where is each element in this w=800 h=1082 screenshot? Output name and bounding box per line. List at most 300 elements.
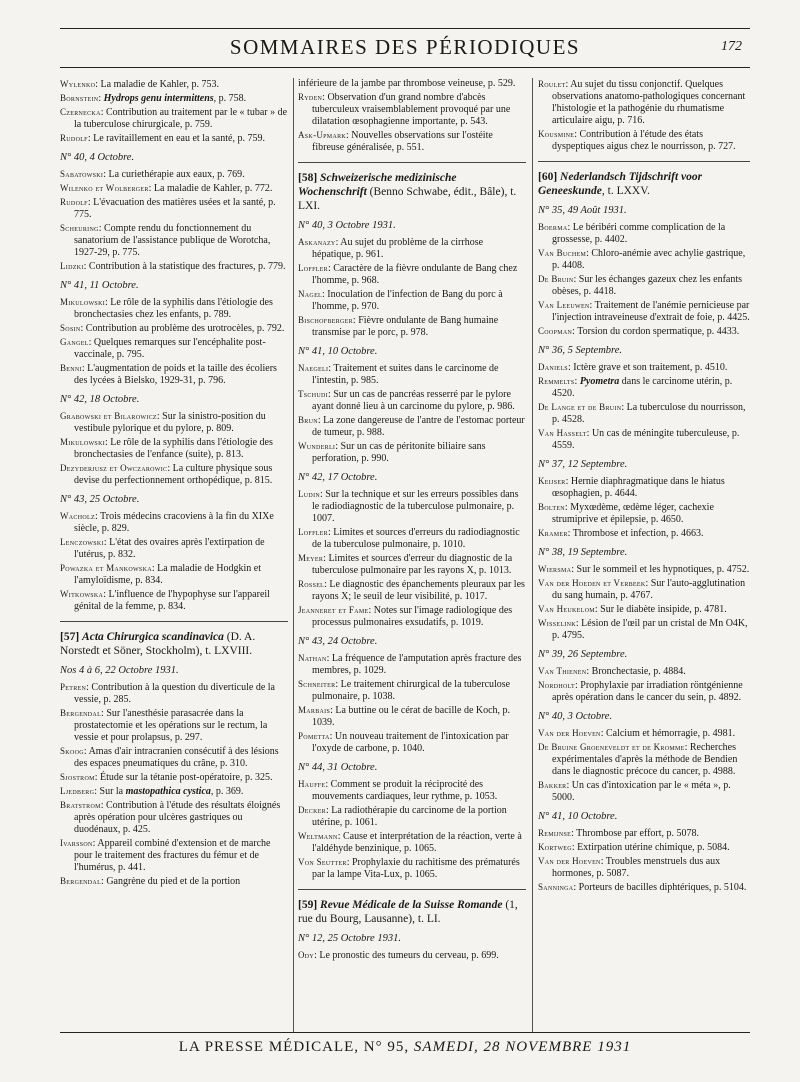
author-name: Pometta: [298, 731, 330, 741]
author-name: Daniels: [538, 362, 568, 372]
section-separator: [538, 161, 750, 162]
article-entry: [60, 196, 288, 221]
article-entry: [298, 414, 526, 439]
author-name: Scheuring: [60, 223, 99, 233]
article-title: : Calcium et hémorragie, p. 4981.: [600, 728, 736, 739]
journal-number: [58]: [298, 172, 318, 184]
article-entry: [60, 322, 288, 335]
article-title: : Sur l'auto-agglutination du sang humain, p. 4767.: [552, 578, 746, 601]
article-entry: [60, 510, 288, 535]
issue-heading: N° 43, 24 Octobre.: [298, 636, 378, 647]
author-name: Jeanneret et Fame: [298, 605, 369, 615]
article-entry: [298, 552, 526, 577]
issue-heading: N° 40, 4 Octobre.: [60, 152, 135, 163]
author-name: Bratstrom: [60, 800, 101, 810]
article-entry: [60, 182, 288, 195]
issue-heading: N° 41, 10 Octobre.: [538, 811, 618, 822]
article-entry: [538, 679, 750, 704]
article-entry: [298, 604, 526, 629]
author-name: Kousmine: [538, 129, 575, 139]
page-header: [60, 28, 750, 68]
article-title: : Thrombose par effort, p. 5078.: [571, 828, 700, 839]
article-title: :: [574, 376, 580, 387]
article-title-cont: , p. 758.: [213, 93, 247, 104]
article-title: : Notes sur l'image radiologique des processus pulmonaires exsudatifs, p. 1019.: [312, 605, 513, 628]
author-name: Ody: [298, 950, 315, 960]
article-title-cont: dans le carcinome utérin, p. 4520.: [552, 376, 733, 399]
article-entry: [60, 222, 288, 259]
column-divider: [293, 78, 294, 1033]
author-name: Ask-Upmark: [298, 130, 347, 140]
article-title: : Un nouveau traitement de l'intoxication par l'oxyde de carbone, p. 1040.: [312, 731, 509, 754]
article-title: : La zone dangereuse de l'antre de l'estomac porteur de tumeur, p. 988.: [312, 415, 525, 438]
journal-number: [60]: [538, 171, 558, 183]
article-title: : Sur l'anesthésie parasacrée dans la prostatectomie et les opérations sur le rectum, la vessie et pour prolapsus, p. 297.: [74, 708, 268, 743]
article-entry: [60, 799, 288, 836]
article-title: : Sur le diabète insipide, p. 4781.: [594, 604, 727, 615]
issue-heading: N° 41, 11 Octobre.: [60, 280, 139, 291]
article-entry: [60, 336, 288, 361]
author-name: Witkowska: [60, 589, 104, 599]
article-title: : Contribution à la question du diverticule de la vessie, p. 285.: [74, 682, 275, 705]
author-name: Gangel: [60, 337, 89, 347]
entry-list: [538, 727, 750, 804]
article-entry: [60, 681, 288, 706]
author-name: Van Heukelom: [538, 604, 595, 614]
article-title: : Caractère de la fièvre ondulante de Bang chez l'homme, p. 968.: [312, 263, 518, 286]
author-name: De Bruin: [538, 274, 574, 284]
issue-heading: N° 35, 49 Août 1931.: [538, 205, 627, 216]
article-entry: [538, 375, 750, 400]
entry-list: [298, 236, 526, 339]
issue-heading: N° 40, 3 Octobre.: [538, 711, 613, 722]
article-entry: [298, 288, 526, 313]
author-name: De Bruine Groeneveldt et de Kromme: [538, 742, 685, 752]
author-name: Ryden: [298, 92, 323, 102]
journal-name: Schweizerische medizinische Wochenschrift: [298, 172, 457, 198]
article-title: : Sur les échanges gazeux chez les enfants obèses, p. 4418.: [552, 274, 743, 297]
issue-heading: N° 12, 25 Octobre 1931.: [298, 933, 401, 944]
author-name: Boerma: [538, 222, 568, 232]
author-name: Remijnse: [538, 828, 572, 838]
article-entry: [538, 617, 750, 642]
article-title: : Limites et sources d'erreur du diagnostic de la tuberculose pulmonaire par les rayons X, p. 1013.: [312, 553, 513, 576]
article-entry: [60, 78, 288, 91]
article-entry: [538, 361, 750, 374]
article-entry: [298, 362, 526, 387]
author-name: Nordholt: [538, 680, 576, 690]
author-name: De Lange et de Bruin: [538, 402, 622, 412]
article-title: : La maladie de Kahler, p. 772.: [148, 183, 273, 194]
article-entry: [538, 563, 750, 576]
article-entry: [298, 129, 526, 154]
author-name: Marbais: [298, 705, 331, 715]
article-entry: [538, 247, 750, 272]
author-name: Van der Hoeden et Verbeek: [538, 578, 646, 588]
article-entry: [60, 837, 288, 874]
author-name: Rudolf: [60, 133, 88, 143]
author-name: Nagel: [298, 289, 322, 299]
author-name: Powazka et Mankowska: [60, 563, 152, 573]
article-title: : Traitement et suites dans le carcinome de l'intestin, p. 985.: [312, 363, 499, 386]
article-entry: [60, 745, 288, 770]
article-title: : Limites et sources d'erreurs du radiodiagnostic de la tuberculose pulmonaire, p. 1010.: [312, 527, 520, 550]
author-name: Kramer: [538, 528, 568, 538]
article-title: : Compte rendu du fonctionnement du sanatorium de l'assistance publique de Worotcha, 1927-29, p. 775.: [74, 223, 271, 258]
article-entry: [60, 462, 288, 487]
article-entry: [60, 771, 288, 784]
issue-heading: N° 42, 18 Octobre.: [60, 394, 140, 405]
article-title: : Amas d'air intracranien consécutif à des lésions des espaces pneumatiques du crâne, p. 310.: [74, 746, 279, 769]
page-footer: [60, 1032, 750, 1056]
author-name: Van Buchem: [538, 248, 587, 258]
author-name: Petren: [60, 682, 87, 692]
author-name: Wisselink: [538, 618, 576, 628]
article-title: : Le traitement chirurgical de la tuberculose pulmonaire, p. 1038.: [312, 679, 511, 702]
article-title: : La tuberculose du nourrisson, p. 4528.: [552, 402, 746, 425]
article-entry: [538, 78, 750, 127]
article-entry: [298, 314, 526, 339]
italic-term: Pyometra: [579, 376, 620, 387]
column-2: [298, 78, 526, 963]
article-entry: [60, 260, 288, 273]
article-title: : Au sujet du tissu conjonctif. Quelques observations anatomo-pathologiques concernant l'histologie et la pathogénie du rhumatisme articulaire aigu, p. 716.: [552, 79, 746, 126]
author-name: Sosin: [60, 323, 81, 333]
article-entry: [298, 488, 526, 525]
author-name: Remmelts: [538, 376, 575, 386]
issue-heading: N° 40, 3 Octobre 1931.: [298, 220, 396, 231]
entry-list: [538, 78, 750, 153]
journal-name: Acta Chirurgica scandinavica: [82, 631, 224, 643]
article-title: : Contribution à la statistique des fractures, p. 779.: [83, 261, 286, 272]
entry-list: [298, 949, 526, 962]
article-title: : Contribution à l'étude des états dyspeptiques aigus chez le nourrisson, p. 727.: [552, 129, 736, 152]
article-entry: [538, 841, 750, 854]
journal-heading: [298, 898, 526, 926]
article-entry: [538, 401, 750, 426]
author-name: Bergendal: [60, 708, 102, 718]
author-name: Van der Hoeven: [538, 728, 601, 738]
article-title: : Sur la technique et sur les erreurs possibles dans le radiodiagnostic de la tuberculose pulmonaire, p. 1007.: [312, 489, 519, 524]
author-name: Meyer: [298, 553, 324, 563]
article-entry: [538, 881, 750, 894]
article-title: : La curiethérapie aux eaux, p. 769.: [103, 169, 245, 180]
article-entry: [298, 262, 526, 287]
article-entry: [60, 296, 288, 321]
article-title: :: [98, 93, 104, 104]
issue-heading: N° 41, 10 Octobre.: [298, 346, 378, 357]
article-entry: [538, 475, 750, 500]
author-name: Keijser: [538, 476, 566, 486]
section-separator: [298, 162, 526, 163]
journal-name: Revue Médicale de la Suisse Romande: [320, 899, 503, 911]
issue-heading: N° 43, 25 Octobre.: [60, 494, 140, 505]
article-title: : Contribution à l'étude des résultats éloignés après opération pour ulcères gastriques ou duodénaux, p. 425.: [74, 800, 281, 835]
author-name: Mikulowski: [60, 437, 105, 447]
article-title: : L'influence de l'hypophyse sur l'appareil génital de la femme, p. 834.: [74, 589, 270, 612]
author-name: Bornstein: [60, 93, 99, 103]
author-name: Ljedberg: [60, 786, 95, 796]
author-name: Skoog: [60, 746, 84, 756]
article-title: : Le diagnostic des épanchements pleuraux par les rayons X; le seuil de leur visibilité, p. 1017.: [312, 579, 525, 602]
entry-list: [298, 488, 526, 629]
italic-term: Hydrops genu intermittens: [103, 93, 214, 104]
journal-publisher: (1, rue du Bourg, Lausanne), t. LI.: [298, 899, 518, 925]
author-name: Loffler: [298, 527, 328, 537]
article-entry: [298, 236, 526, 261]
issue-heading: N° 36, 5 Septembre.: [538, 345, 623, 356]
article-title: : La maladie de Kahler, p. 753.: [95, 79, 219, 90]
author-name: Lenczowski: [60, 537, 104, 547]
page-title: SOMMAIRES DES PÉRIODIQUES: [229, 35, 581, 59]
article-title: : Prophylaxie par irradiation röntgénienne après opération dans le cancer du sein, p. 4892.: [552, 680, 743, 703]
entry-list: [60, 296, 288, 387]
article-title: : L'état des ovaires après l'extirpation de l'utérus, p. 832.: [74, 537, 265, 560]
article-entry: [298, 949, 526, 962]
article-entry: [60, 875, 288, 888]
entry-list: [538, 361, 750, 452]
entry-list: [298, 652, 526, 755]
article-title: : La fréquence de l'amputation après fracture des membres, p. 1029.: [312, 653, 522, 676]
article-title: : L'augmentation de poids et la taille des écoliers des lycées à Bielsko, 1929-31, p. 796.: [74, 363, 277, 386]
article-entry: [538, 665, 750, 678]
article-title-cont: , p. 369.: [210, 786, 244, 797]
journal-publisher: (Benno Schwabe, édit., Bâle), t. LXI.: [298, 186, 517, 212]
article-entry: [298, 652, 526, 677]
entry-list: [60, 78, 288, 145]
article-title: : Bronchectasie, p. 4884.: [586, 666, 686, 677]
article-title: inférieure de la jambe par thrombose veineuse, p. 529.: [298, 78, 516, 89]
article-entry: [538, 577, 750, 602]
article-title: : Un cas d'intoxication par le « méta », p. 5000.: [552, 780, 731, 803]
entry-list: [60, 681, 288, 888]
article-title: : Sur la: [94, 786, 126, 797]
author-name: Weltmann: [298, 831, 338, 841]
article-title: : Le pronostic des tumeurs du cerveau, p. 699.: [314, 950, 499, 961]
article-title: : Traitement de l'anémie pernicieuse par l'injection intraveineuse d'extrait de foie, p. 4425.: [552, 300, 750, 323]
article-title: : Gangrène du pied et de la portion: [101, 876, 241, 887]
author-name: Roulet: [538, 79, 566, 89]
author-name: Wilenko et Wolberger: [60, 183, 149, 193]
author-name: Van Thienen: [538, 666, 587, 676]
article-title: : Chloro-anémie avec achylie gastrique, p. 4408.: [552, 248, 746, 271]
author-name: Benni: [60, 363, 82, 373]
article-entry: [60, 707, 288, 744]
article-entry: [538, 299, 750, 324]
section-separator: [60, 621, 288, 622]
author-name: Czernecka: [60, 107, 101, 117]
article-title: : Le rôle de la syphilis dans l'étiologie des bronchectasies de l'enfance (suite), p. 813.: [74, 437, 273, 460]
article-title: : Prophylaxie du rachitisme des prématurés par la lampe Vita-Lux, p. 1065.: [312, 857, 520, 880]
article-title: : Quelques remarques sur l'encéphalite post-vaccinale, p. 795.: [74, 337, 266, 360]
author-name: Dezyderjusz et Owczarowic: [60, 463, 168, 473]
author-name: Wiersma: [538, 564, 572, 574]
author-name: Ivarsson: [60, 838, 93, 848]
journal-heading: [538, 170, 750, 198]
journal-name: Nederlandsch Tijdschrift voor Geneeskunde: [538, 171, 703, 197]
article-title: : La culture physique sous devise du perfectionnement orthopédique, p. 815.: [74, 463, 273, 486]
article-title: : Contribution au traitement par le « tubar » de la tuberculose chirurgicale, p. 759.: [74, 107, 288, 130]
article-entry: [298, 730, 526, 755]
author-name: Lidzki: [60, 261, 84, 271]
author-name: Loffler: [298, 263, 328, 273]
article-title: : La maladie de Hodgkin et l'amyloïdisme, p. 834.: [74, 563, 261, 586]
page-number: 172: [721, 39, 742, 54]
article-entry: [60, 588, 288, 613]
article-entry: [538, 827, 750, 840]
author-name: Kortweg: [538, 842, 572, 852]
article-title: : Étude sur la tétanie post-opératoire, p. 325.: [94, 772, 273, 783]
entry-list: [60, 410, 288, 487]
column-1: [60, 78, 288, 889]
issue-heading: N° 42, 17 Octobre.: [298, 472, 378, 483]
entry-list: [60, 168, 288, 273]
article-title: : Ictère grave et son traitement, p. 4510.: [567, 362, 728, 373]
article-entry: [538, 527, 750, 540]
author-name: Bakker: [538, 780, 567, 790]
article-title: : Au sujet du problème de la cirrhose hépatique, p. 961.: [312, 237, 484, 260]
article-title: : Contribution au problème des urotrocèles, p. 792.: [80, 323, 285, 334]
article-entry: [60, 362, 288, 387]
article-entry: [298, 440, 526, 465]
article-entry: [298, 91, 526, 128]
article-title: : Sur un cas de péritonite biliaire sans perforation, p. 990.: [312, 441, 486, 464]
author-name: Naegeli: [298, 363, 329, 373]
entry-list: [538, 827, 750, 894]
article-title: : Inoculation de l'infection de Bang du porc à l'homme, p. 970.: [312, 289, 503, 312]
footer-journal: LA PRESSE MÉDICALE, N° 95,: [178, 1039, 414, 1055]
article-entry: [538, 855, 750, 880]
article-title: : Sur un cas de pancréas resserré par le pylore ayant donné lieu à un carcinome du pylore, p. 986.: [312, 389, 515, 412]
article-title: : Recherches expérimentales d'après la méthode de Bendien dans le diagnostic précoce du cancer, p. 4988.: [552, 742, 738, 777]
author-name: Bergendal: [60, 876, 102, 886]
entry-list: [298, 78, 526, 154]
article-entry: [538, 779, 750, 804]
article-title: : Le béribéri comme complication de la grossesse, p. 4402.: [552, 222, 726, 245]
article-title: : Hernie diaphragmatique dans le hiatus œsophagien, p. 4644.: [552, 476, 725, 499]
article-entry: [538, 427, 750, 452]
entry-list: [298, 778, 526, 881]
article-title: : Fièvre ondulante de Bang humaine transmise par le porc, p. 978.: [312, 315, 499, 338]
author-name: Hauffe: [298, 779, 326, 789]
article-entry: [60, 132, 288, 145]
article-title: : Trois médecins cracoviens à la fin du XIXe siècle, p. 829.: [74, 511, 274, 534]
article-title: : Le rôle de la syphilis dans l'étiologie des bronchectasies chez les enfants, p. 789.: [74, 297, 273, 320]
footer-date: SAMEDI, 28 NOVEMBRE 1931: [413, 1039, 632, 1055]
issue-heading: N° 44, 31 Octobre.: [298, 762, 378, 773]
article-title: : La radiothérapie du carcinome de la portion utérine, p. 1061.: [312, 805, 507, 828]
column-3: [538, 78, 750, 895]
issue-heading: Nos 4 à 6, 22 Octobre 1931.: [60, 665, 179, 676]
author-name: Rossel: [298, 579, 325, 589]
author-name: Van Hasselt: [538, 428, 587, 438]
author-name: Grabowski et Bilarowicz: [60, 411, 157, 421]
author-name: Wacholz: [60, 511, 95, 521]
article-title: : Nouvelles observations sur l'ostéite fibreuse généralisée, p. 551.: [312, 130, 493, 153]
author-name: Von Seutter: [298, 857, 347, 867]
article-entry: [538, 603, 750, 616]
article-title: : Sur le sommeil et les hypnotiques, p. 4752.: [571, 564, 750, 575]
entry-list: [538, 221, 750, 338]
article-title: : Sur la sinistro-position du vestibule pylorique et du pylore, p. 809.: [74, 411, 266, 434]
article-entry: [538, 741, 750, 778]
article-entry: [538, 325, 750, 338]
author-name: Wunderli: [298, 441, 336, 451]
article-title: : Myxœdème, œdème léger, cachexie strumiprive et épilepsie, p. 4650.: [552, 502, 714, 525]
article-entry: [538, 128, 750, 153]
article-title: : Thrombose et infection, p. 4663.: [567, 528, 704, 539]
article-entry: [298, 578, 526, 603]
article-entry: [298, 856, 526, 881]
entry-list: [538, 665, 750, 704]
author-name: Wylenko: [60, 79, 96, 89]
article-entry: [60, 562, 288, 587]
article-title: : Extirpation utérine chimique, p. 5084.: [571, 842, 730, 853]
article-entry: [538, 501, 750, 526]
author-name: Sanninga: [538, 882, 574, 892]
article-entry: [60, 106, 288, 131]
article-entry: [60, 436, 288, 461]
author-name: Bischofberger: [298, 315, 353, 325]
author-name: Coopman: [538, 326, 573, 336]
journal-number: [57]: [60, 631, 80, 643]
article-title: : Un cas de méningite tuberculeuse, p. 4559.: [552, 428, 740, 451]
author-name: Brun: [298, 415, 318, 425]
article-entry: [60, 410, 288, 435]
article-title: : Comment se produit la réciprocité des mouvements cardiaques, leur rythme, p. 1053.: [312, 779, 498, 802]
column-divider: [532, 78, 533, 1033]
article-title: : Observation d'un grand nombre d'abcès tuberculeux vraisemblablement provoqué par une dilatation œsophagienne importante, p. 543.: [312, 92, 511, 127]
article-title: : Porteurs de bacilles diphtériques, p. 5104.: [573, 882, 747, 893]
article-title: : Cause et interprétation de la réaction, verte à l'aldéhyde benzinique, p. 1065.: [312, 831, 522, 854]
article-entry: [60, 92, 288, 105]
author-name: Askanazy: [298, 237, 336, 247]
article-entry: [538, 727, 750, 740]
article-title: : Le ravitaillement en eau et la santé, p. 759.: [87, 133, 265, 144]
article-entry: [298, 388, 526, 413]
entry-list: [538, 475, 750, 540]
author-name: Decker: [298, 805, 326, 815]
author-name: Sabatowski: [60, 169, 104, 179]
article-entry: [298, 78, 526, 90]
article-entry: [538, 273, 750, 298]
article-title: : Troubles menstruels dus aux hormones, p. 5087.: [552, 856, 721, 879]
article-entry: [538, 221, 750, 246]
entry-list: [60, 510, 288, 613]
author-name: Mikulowski: [60, 297, 105, 307]
journal-heading: [298, 171, 526, 213]
article-entry: [298, 778, 526, 803]
author-name: Nathan: [298, 653, 327, 663]
journal-volume: , t. LXXV.: [601, 185, 650, 197]
issue-heading: N° 39, 26 Septembre.: [538, 649, 628, 660]
article-entry: [60, 536, 288, 561]
article-entry: [60, 168, 288, 181]
issue-heading: N° 38, 19 Septembre.: [538, 547, 628, 558]
journal-publisher: (D. A. Norstedt et Söner, Stockholm), t. LXVIII.: [60, 631, 256, 657]
entry-list: [538, 563, 750, 642]
article-title: : L'évacuation des matières usées et la santé, p. 775.: [74, 197, 276, 220]
article-entry: [298, 526, 526, 551]
author-name: Rudolf: [60, 197, 88, 207]
author-name: Ludin: [298, 489, 320, 499]
author-name: Van der Hoeven: [538, 856, 601, 866]
italic-term: mastopathica cystica: [125, 786, 211, 797]
author-name: Tschudi: [298, 389, 328, 399]
author-name: Sjostrom: [60, 772, 95, 782]
article-title: : La buttine ou le cérat de bacille de Koch, p. 1039.: [312, 705, 511, 728]
journal-number: [59]: [298, 899, 318, 911]
